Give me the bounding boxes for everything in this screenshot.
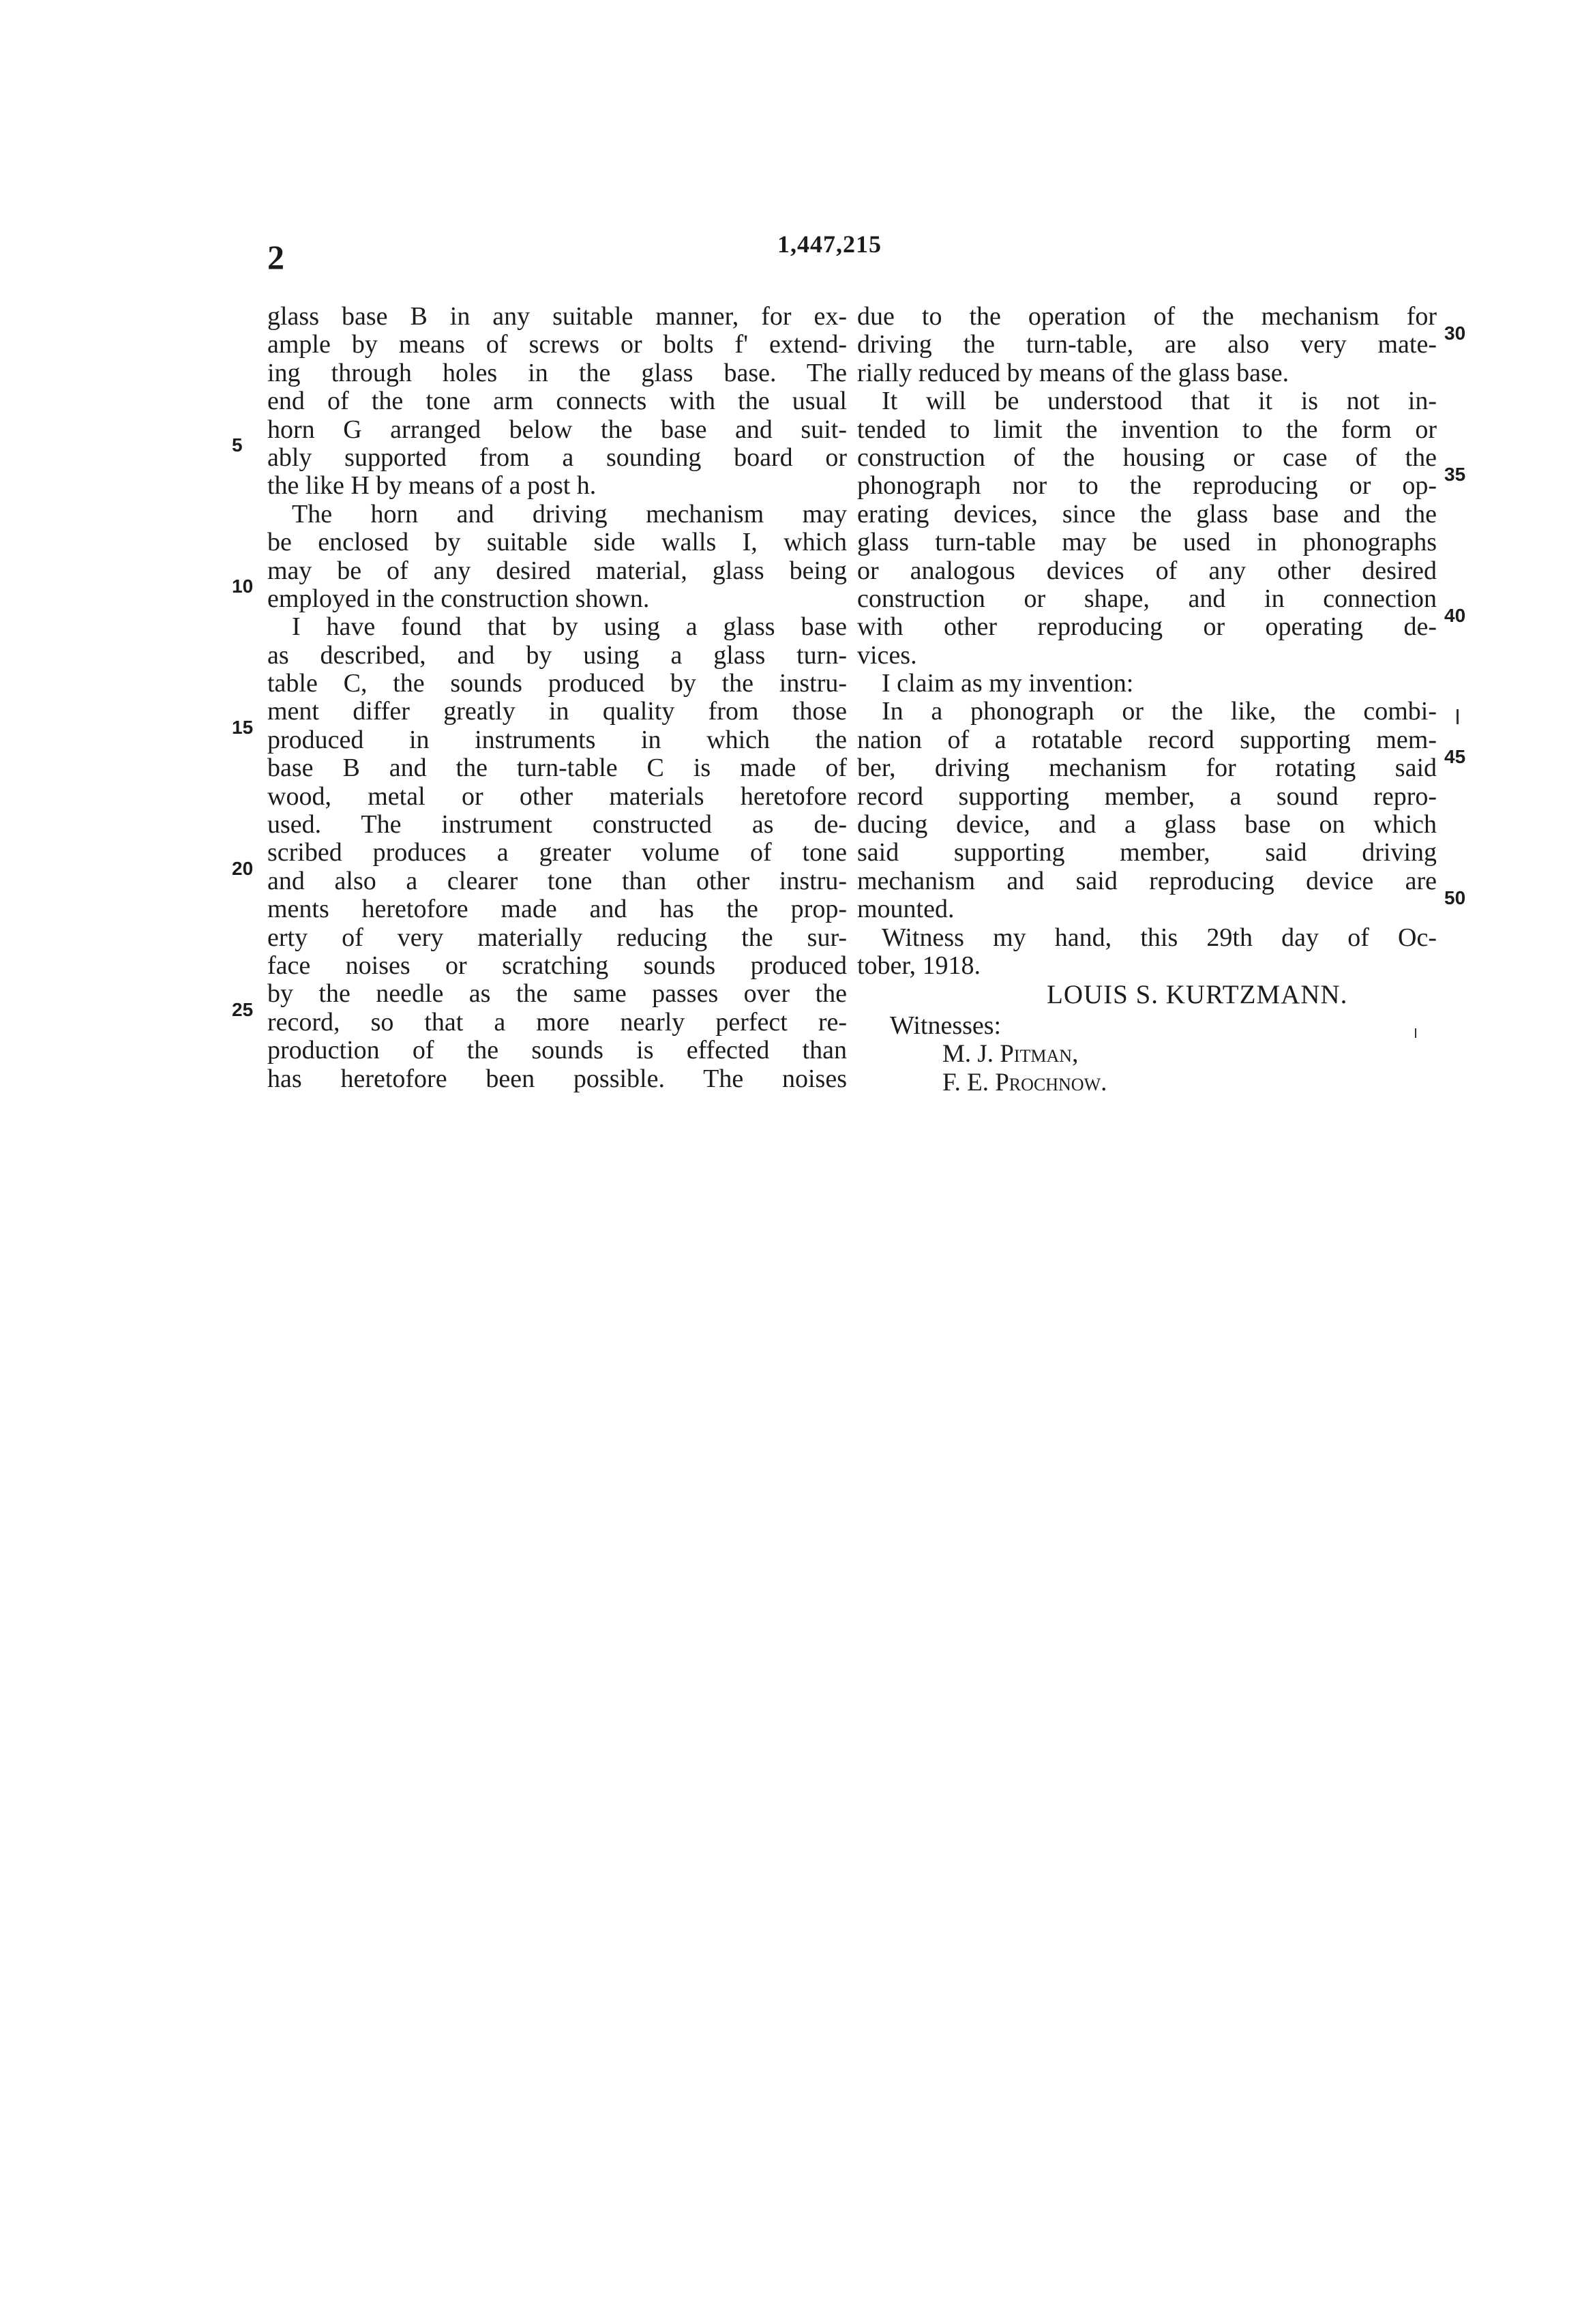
text-line: erating devices, since the glass base and the xyxy=(857,500,1437,528)
right-text-column xyxy=(857,303,1437,980)
witnesses-label: Witnesses: xyxy=(890,1011,1002,1040)
text-line: ing through holes in the glass base. The xyxy=(267,359,847,387)
text-line: tober, 1918. xyxy=(857,951,981,980)
scan-mark xyxy=(1457,709,1459,724)
text-line: nation of a rotatable record supporting mem- xyxy=(857,726,1437,754)
line-number: 30 xyxy=(1444,323,1466,344)
text-line: ments heretofore made and has the prop- xyxy=(267,895,847,924)
text-line: The horn and driving mechanism may xyxy=(292,500,847,528)
text-line: ample by means of screws or bolts f' extend- xyxy=(267,331,847,359)
text-line: mechanism and said reproducing device are xyxy=(857,867,1437,895)
witness-name: M. J. Pitman, xyxy=(942,1040,1079,1068)
text-line: be enclosed by suitable side walls I, which xyxy=(267,528,847,557)
line-number: 40 xyxy=(1444,605,1466,626)
text-line: due to the operation of the mechanism for xyxy=(857,303,1437,331)
text-line: glass base B in any suitable manner, for ex- xyxy=(267,303,847,331)
text-line: erty of very materially reducing the sur- xyxy=(267,923,847,952)
text-line: or analogous devices of any other desired xyxy=(857,556,1437,585)
line-number: 45 xyxy=(1444,746,1466,767)
text-line: glass turn-table may be used in phonographs xyxy=(857,528,1437,557)
text-line: used. The instrument constructed as de- xyxy=(267,811,847,839)
text-line: I have found that by using a glass base xyxy=(292,613,847,642)
text-line: with other reproducing or operating de- xyxy=(857,613,1437,642)
line-number: 20 xyxy=(232,858,254,879)
patent-number: 1,447,215 xyxy=(777,230,882,258)
text-line: the like H by means of a post h. xyxy=(267,472,597,501)
text-line: base B and the turn-table C is made of xyxy=(267,754,847,783)
text-line: ducing device, and a glass base on which xyxy=(857,811,1437,839)
scan-mark xyxy=(1415,1028,1416,1038)
claim-intro: I claim as my invention: xyxy=(882,670,1134,698)
text-line: as described, and by using a glass turn- xyxy=(267,641,847,670)
left-text-column xyxy=(267,303,847,1093)
page-number: 2 xyxy=(267,238,284,276)
text-line: record supporting member, a sound repro- xyxy=(857,782,1437,811)
text-line: phonograph nor to the reproducing or op- xyxy=(857,472,1437,501)
text-line: ber, driving mechanism for rotating said xyxy=(857,754,1437,783)
text-line: produced in instruments in which the xyxy=(267,726,847,754)
text-line: In a phonograph or the like, the combi- xyxy=(882,698,1437,726)
text-line: record, so that a more nearly perfect re- xyxy=(267,1008,847,1037)
line-number: 10 xyxy=(232,576,254,597)
text-line: face noises or scratching sounds produced xyxy=(267,951,847,980)
text-line: end of the tone arm connects with the usual xyxy=(267,387,847,416)
text-line: horn G arranged below the base and suit- xyxy=(267,415,847,444)
text-line: ment differ greatly in quality from those xyxy=(267,698,847,726)
text-line: driving the turn-table, are also very mate- xyxy=(857,331,1437,359)
text-line: table C, the sounds produced by the instru- xyxy=(267,670,847,698)
text-line: mounted. xyxy=(857,895,955,924)
text-line: vices. xyxy=(857,641,917,670)
text-line: employed in the construction shown. xyxy=(267,584,650,613)
line-number: 5 xyxy=(232,434,243,456)
text-line: and also a clearer tone than other instru- xyxy=(267,867,847,895)
text-line: It will be understood that it is not in- xyxy=(882,387,1437,416)
text-line: wood, metal or other materials heretofore xyxy=(267,782,847,811)
text-line: scribed produces a greater volume of tone xyxy=(267,839,847,867)
text-line: by the needle as the same passes over the xyxy=(267,980,847,1009)
text-line: tended to limit the invention to the form or xyxy=(857,415,1437,444)
text-line: Witness my hand, this 29th day of Oc- xyxy=(882,923,1437,952)
text-line: construction of the housing or case of the xyxy=(857,443,1437,472)
text-line: production of the sounds is effected than xyxy=(267,1037,847,1065)
line-number: 25 xyxy=(232,999,254,1020)
line-number: 15 xyxy=(232,717,254,738)
line-number: 35 xyxy=(1444,464,1466,485)
text-line: may be of any desired material, glass being xyxy=(267,556,847,585)
text-line: rially reduced by means of the glass base. xyxy=(857,359,1289,387)
inventor-signature: LOUIS S. KURTZMANN. xyxy=(1047,980,1348,1009)
text-line: said supporting member, said driving xyxy=(857,839,1437,867)
witness-name: F. E. Prochnow. xyxy=(942,1069,1107,1097)
line-number: 50 xyxy=(1444,887,1466,908)
text-line: construction or shape, and in connection xyxy=(857,584,1437,613)
text-line: has heretofore been possible. The noises xyxy=(267,1064,847,1093)
text-line: ably supported from a sounding board or xyxy=(267,443,847,472)
